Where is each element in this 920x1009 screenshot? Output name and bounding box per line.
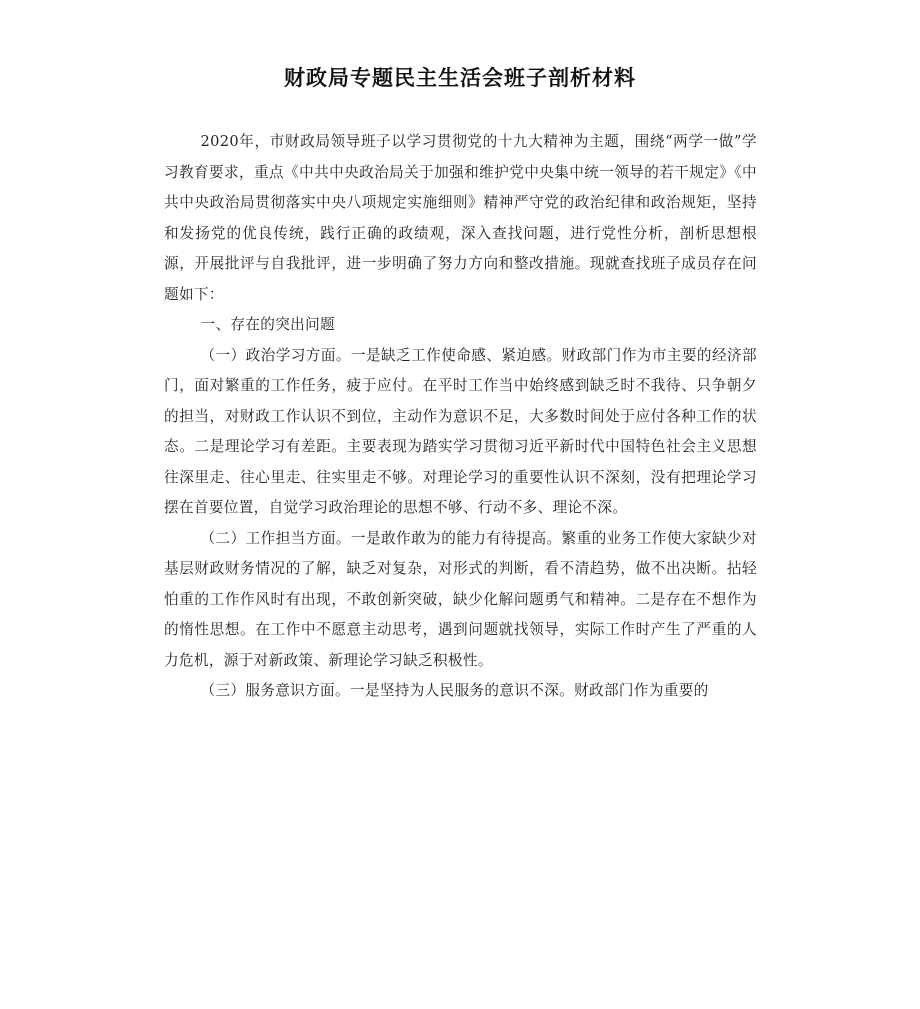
document-title: 财政局专题民主生活会班子剖析材料	[284, 66, 636, 90]
document-body	[164, 127, 757, 707]
paragraph-work-responsibility: （二）工作担当方面。一是敢作敢为的能力有待提高。繁重的业务工作使大家缺少对基层财政财务情况的了解，缺乏对复杂，对形式的判断，看不清趋势，做不出决断。拈轻怕重的工作作风时有出现，不敢创新突破，缺少化解问题勇气和精神。二是存在不想作为的惰性思想。在工作中不愿意主动思考，遇到问题就找领导，实际工作时产生了严重的人力危机，源于对新政策、新理论学习缺乏积极性。	[164, 529, 757, 669]
section-heading: 一、存在的突出问题	[200, 316, 335, 333]
paragraph-service-awareness: （三）服务意识方面。一是坚持为人民服务的意识不深。财政部门作为重要的	[200, 682, 709, 699]
paragraph-political-study: （一）政治学习方面。一是缺乏工作使命感、紧迫感。财政部门作为市主要的经济部门，面对繁重的工作任务，疲于应付。在平时工作当中始终感到缺乏时不我待、只争朝夕的担当，对财政工作认识不到位，主动作为意识不足，大多数时间处于应付各种工作的状态。二是理论学习有差距。主要表现为踏实学习贯彻习近平新时代中国特色社会主义思想往深里走、往心里走、往实里走不够。对理论学习的重要性认识不深刻，没有把理论学习摆在首要位置，自觉学习政治理论的思想不够、行动不多、理论不深。	[164, 346, 757, 516]
intro-paragraph: 2020年，市财政局领导班子以学习贯彻党的十九大精神为主题，围绕“两学一做”学习教育要求，重点《中共中央政治局关于加强和维护党中央集中统一领导的若干规定》《中共中央政治局贯彻落实中央八项规定实施细则》精神严守党的政治纪律和政治规矩，坚持和发扬党的优良传统，践行正确的政绩观，深入查找问题，进行党性分析，剖析思想根源，开展批评与自我批评，进一步明确了努力方向和整改措施。现就查找班子成员存在问题如下：	[164, 133, 757, 303]
